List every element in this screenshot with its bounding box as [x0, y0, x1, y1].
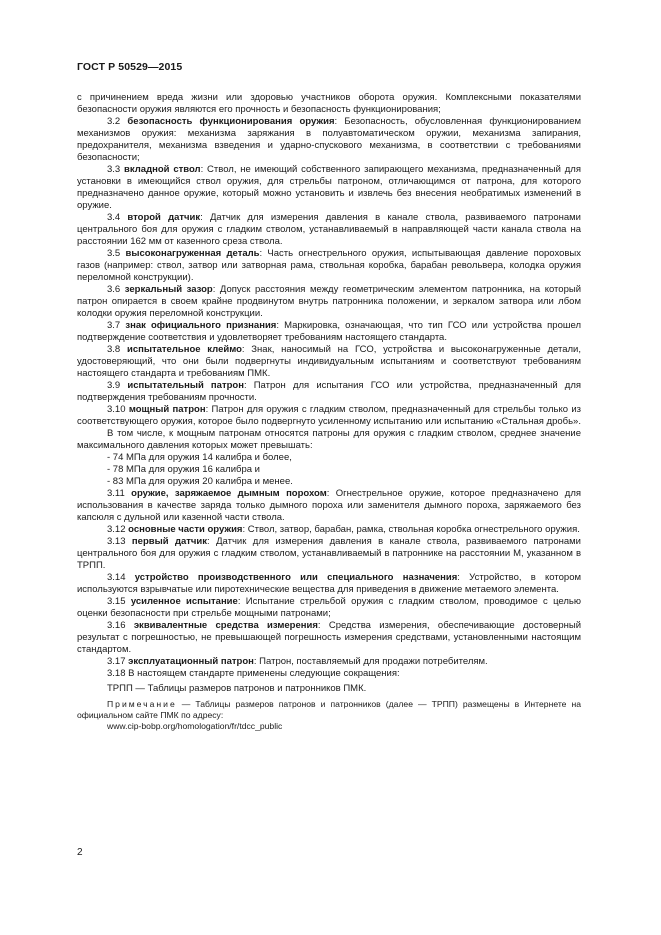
term-definition: : Датчик для измерения давления в канале ствола, развиваемого патронами центрального боя для оружия с гладким стволом, устанавливаемый в направляющей части канала ствола на расстоянии 162 мм от казенного среза ствола. — [77, 212, 581, 247]
term-3-14 — [77, 572, 581, 596]
term-definition: : Патрон, поставляемый для продажи потребителям. — [253, 656, 488, 667]
term-3-17 — [77, 656, 581, 668]
section-3-18: 3.18 В настоящем стандарте применены следующие сокращения: — [107, 668, 400, 679]
term-number: 3.9 — [107, 380, 121, 391]
term-number: 3.12 — [107, 524, 126, 535]
term-definition: : Маркировка, означающая, что тип ГСО или устройства прошел подтверждение соответствия и удовлетворяет требованиям настоящего стандарта. — [77, 320, 581, 343]
term-name: первый датчик — [131, 536, 208, 547]
term-name: знак официального признания — [125, 320, 277, 331]
note-text: — Таблицы размеров патронов и патронников (далее — ТРПП) размещены в Интернете на официальном сайте ПМК по адресу: — [77, 699, 581, 720]
term-definition: : Знак, наносимый на ГСО, устройства и высоконагруженные детали, удостоверяющий, что они были подвергнуты индивидуальным испытаниям и соответствуют требованиям настоящего стандарта и требованиям ПМК. — [77, 344, 582, 379]
term-3-10 — [77, 404, 581, 428]
term-3-9 — [77, 380, 581, 404]
term-name: высоконагруженная деталь — [125, 248, 260, 259]
document-header: ГОСТ Р 50529—2015 — [77, 61, 183, 73]
term-name: основные части оружия — [128, 524, 243, 535]
term-definition: : Устройство, в котором используются взрывчатые или пиротехнические вещества для приведения в движение метаемого элемента. — [77, 572, 582, 595]
term-name: мощный патрон — [128, 404, 206, 415]
term-number: 3.2 — [107, 116, 121, 127]
term-number: 3.16 — [107, 620, 126, 631]
term-name: зеркальный зазор — [124, 284, 213, 295]
term-3-12 — [77, 524, 581, 536]
term-3-8 — [77, 344, 581, 380]
term-name: испытательный патрон — [127, 380, 244, 391]
term-number: 3.5 — [107, 248, 121, 259]
term-3-16 — [77, 620, 581, 656]
list-item: - 83 МПа для оружия 20 калибра и менее. — [107, 476, 293, 487]
term-3-6 — [77, 284, 581, 320]
term-name: устройство производственного или специального назначения — [134, 572, 458, 583]
term-number: 3.4 — [107, 212, 121, 223]
term-definition: : Ствол, не имеющий собственного запирающего механизма, предназначенный для установки в имеющийся ствол оружия, для стрельбы патроном, отличающимся от патрона, для которого предназначено данное оружие, который можно установить и извлечь без внесения необратимых изменений в оружие. — [77, 164, 581, 211]
abbreviation-entry: ТРПП — Таблицы размеров патронов и патронников ПМК. — [107, 683, 367, 694]
term-3-2 — [77, 116, 581, 164]
term-3-4 — [77, 212, 581, 248]
term-3-5 — [77, 248, 581, 284]
term-definition: : Ствол, затвор, барабан, рамка, ствольная коробка огнестрельного оружия. — [242, 524, 580, 535]
term-3-7 — [77, 320, 581, 344]
term-name: второй датчик — [127, 212, 201, 223]
note-label: Примечание — [107, 699, 177, 709]
term-number: 3.13 — [107, 536, 126, 547]
term-definition: : Часть огнестрельного оружия, испытывающая давление пороховых газов (например: ствол, затвор или затворная рама, ствольная коробка, барабан револьвера, колодка оружия переломной конструкции). — [77, 248, 582, 283]
document-body — [77, 92, 581, 732]
term-definition: : Безопасность, обусловленная функционированием механизмов оружия: механизма заряжания в полуавтоматическом оружии, механизма запирания, предохранителя, механизма взведения и ударно-спускового механизма, в соответствии с требованиями безопасности; — [77, 116, 582, 163]
page-number: 2 — [77, 847, 83, 858]
term-definition: : Средства измерения, обеспечивающие достоверный результат с погрешностью, не превышающей погрешность измерения средствами, установленными настоящим стандартом. — [77, 620, 582, 655]
strong-cartridge-paragraph: В том числе, к мощным патронам относятся патроны для оружия с гладким стволом, среднее значение максимального давления которых может превышать: — [77, 428, 581, 451]
list-item: - 74 МПа для оружия 14 калибра и более, — [107, 452, 292, 463]
term-number: 3.8 — [107, 344, 121, 355]
term-3-3 — [77, 164, 581, 212]
note — [77, 699, 581, 721]
term-3-11 — [77, 488, 581, 524]
term-3-13 — [77, 536, 581, 572]
term-name: испытательное клеймо — [126, 344, 242, 355]
term-number: 3.7 — [107, 320, 121, 331]
term-number: 3.10 — [107, 404, 126, 415]
term-number: 3.6 — [107, 284, 121, 295]
term-definition: : Датчик для измерения давления в канале ствола, развиваемого патронами центрального боя для оружия с гладким стволом, устанавливаемый в патроннике на расстоянии M, указанном в ТРПП. — [77, 536, 581, 571]
term-name: вкладной ствол — [124, 164, 201, 175]
term-number: 3.14 — [107, 572, 126, 583]
term-definition: : Испытание стрельбой оружия с гладким стволом, проводимое с целью оценки безопасности при стрельбе мощными патронами; — [77, 596, 581, 619]
term-number: 3.15 — [107, 596, 126, 607]
term-definition: : Огнестрельное оружие, которое предназначено для использования в качестве заряда только дымного пороха или заменителя дымного пороха, заряжаемого без капсюля с дульной или казенной части ствола. — [77, 488, 582, 523]
term-3-15 — [77, 596, 581, 620]
term-number: 3.17 — [107, 656, 126, 667]
term-name: безопасность функционирования оружия — [127, 116, 335, 127]
term-name: эквивалентные средства измерения — [133, 620, 318, 631]
term-definition: : Допуск расстояния между геометрическим элементом патронника, на который патрон опирается в своем крайне продвинутом внутрь патронника положении, и зеркалом затвора или лбом колодки оружия переломной конструкции. — [77, 284, 581, 319]
term-name: эксплуатационный патрон — [128, 656, 254, 667]
note-url: www.cip-bobp.org/homologation/fr/tdcc_public — [107, 721, 283, 731]
term-number: 3.11 — [107, 488, 125, 499]
term-definition: : Патрон для оружия с гладким стволом, предназначенный для стрельбы только из соответствующего оружия, которое было подвергнуто усиленному испытанию или испытанию «Стальная дробь». — [77, 404, 581, 427]
intro-paragraph: с причинением вреда жизни или здоровью участников оборота оружия. Комплексными показателями безопасности оружия являются его прочность и безопасность функционирования; — [77, 92, 581, 115]
term-name: усиленное испытание — [130, 596, 238, 607]
term-name: оружие, заряжаемое дымным порохом — [131, 488, 327, 499]
term-definition: : Патрон для испытания ГСО или устройства, предназначенный для подтверждения требованиям прочности. — [77, 380, 582, 403]
list-item: - 78 МПа для оружия 16 калибра и — [107, 464, 260, 475]
term-number: 3.3 — [107, 164, 121, 175]
